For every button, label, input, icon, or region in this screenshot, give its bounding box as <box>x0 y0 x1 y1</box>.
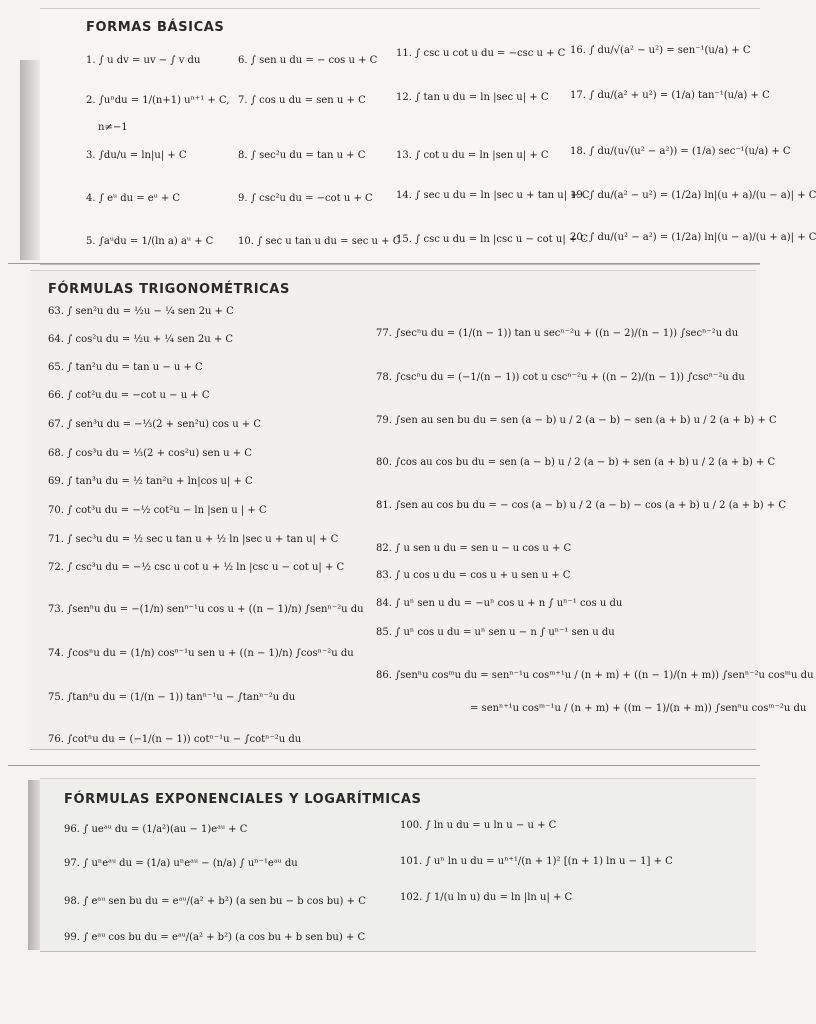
formula-64: 64. ∫ cos²u du = ½u + ¼ sen 2u + C <box>48 334 234 345</box>
formula-7: 7. ∫ cos u du = sen u + C <box>238 95 366 106</box>
formula-1: 1. ∫ u dv = uv − ∫ v du <box>86 55 201 66</box>
formula-70: 70. ∫ cot³u du = −½ cot²u − ln |sen u | + C <box>48 505 267 516</box>
formula-80: 80. ∫cos au cos bu du = sen (a − b) u / 2 (a − b) + sen (a + b) u / 2 (a + b) + C <box>376 457 776 468</box>
formula-11: 11. ∫ csc u cot u du = −csc u + C <box>396 48 566 59</box>
formula-13: 13. ∫ cot u du = ln |sen u| + C <box>396 150 549 161</box>
formula-4: 4. ∫ eᵘ du = eᵘ + C <box>86 193 181 204</box>
formula-100: 100. ∫ ln u du = u ln u − u + C <box>400 820 557 831</box>
formula-6: 6. ∫ sen u du = − cos u + C <box>238 55 378 66</box>
formula-72: 72. ∫ csc³u du = −½ csc u cot u + ½ ln |csc u − cot u| + C <box>48 562 345 573</box>
formula-3: 3. ∫du/u = ln|u| + C <box>86 150 187 161</box>
formula-74: 74. ∫cosⁿu du = (1/n) cosⁿ⁻¹u sen u + ((n − 1)/n) ∫cosⁿ⁻²u du <box>48 648 354 659</box>
formula-68: 68. ∫ cos³u du = ⅓(2 + cos²u) sen u + C <box>48 448 252 459</box>
section-title-trig: FÓRMULAS TRIGONOMÉTRICAS <box>48 282 290 297</box>
formula-12: 12. ∫ tan u du = ln |sec u| + C <box>396 92 549 103</box>
formula-102: 102. ∫ 1/(u ln u) du = ln |ln u| + C <box>400 892 573 903</box>
formula-86: 86. ∫senⁿu cosᵐu du = senⁿ⁻¹u cosᵐ⁺¹u / (n + m) + ((n − 1)/(n + m)) ∫senⁿ⁻²u cosᵐu du <box>376 670 814 681</box>
formula-10: 10. ∫ sec u tan u du = sec u + C <box>238 236 401 247</box>
formula-8: 8. ∫ sec²u du = tan u + C <box>238 150 366 161</box>
section-divider <box>8 765 760 766</box>
formula-84: 84. ∫ uⁿ sen u du = −uⁿ cos u + n ∫ uⁿ⁻¹ cos u du <box>376 598 623 609</box>
formula-79: 79. ∫sen au sen bu du = sen (a − b) u / 2 (a − b) − sen (a + b) u / 2 (a + b) + C <box>376 415 777 426</box>
formula-82: 82. ∫ u sen u du = sen u − u cos u + C <box>376 543 572 554</box>
formula-76: 76. ∫cotⁿu du = (−1/(n − 1)) cotⁿ⁻¹u − ∫cotⁿ⁻²u du <box>48 734 302 745</box>
formula-16: 16. ∫ du/√(a² − u²) = sen⁻¹(u/a) + C <box>570 45 751 56</box>
formula-14: 14. ∫ sec u du = ln |sec u + tan u| + C <box>396 190 590 201</box>
formula-78: 78. ∫cscⁿu du = (−1/(n − 1)) cot u cscⁿ⁻²u + ((n − 2)/(n − 1)) ∫cscⁿ⁻²u du <box>376 372 745 383</box>
formula-19: 19. ∫ du/(a² − u²) = (1/2a) ln|(u + a)/(u − a)| + C <box>570 190 816 201</box>
formula-20: 20. ∫ du/(u² − a²) = (1/2a) ln|(u − a)/(u + a)| + C <box>570 232 816 243</box>
formula-63: 63. ∫ sen²u du = ½u − ¼ sen 2u + C <box>48 306 234 317</box>
formula-15: 15. ∫ csc u du = ln |csc u − cot u| + C <box>396 234 589 245</box>
formula-18: 18. ∫ du/(u√(u² − a²)) = (1/a) sec⁻¹(u/a) + C <box>570 146 791 157</box>
formula-73: 73. ∫senⁿu du = −(1/n) senⁿ⁻¹u cos u + ((n − 1)/n) ∫senⁿ⁻²u du <box>48 604 364 615</box>
formula-81: 81. ∫sen au cos bu du = − cos (a − b) u / 2 (a − b) − cos (a + b) u / 2 (a + b) + C <box>376 500 786 511</box>
formula-5: 5. ∫aᵘdu = 1/(ln a) aᵘ + C <box>86 236 214 247</box>
formula-2-condition: n≠−1 <box>98 122 128 133</box>
formula-99: 99. ∫ eᵃᵘ cos bu du = eᵃᵘ/(a² + b²) (a cos bu + b sen bu) + C <box>64 932 366 943</box>
section-title-basic: FORMAS BÁSICAS <box>86 20 225 35</box>
formula-96: 96. ∫ ueᵃᵘ du = (1/a²)(au − 1)eᵃᵘ + C <box>64 824 248 835</box>
formula-17: 17. ∫ du/(a² + u²) = (1/a) tan⁻¹(u/a) + C <box>570 90 770 101</box>
section-title-exp: FÓRMULAS EXPONENCIALES Y LOGARÍTMICAS <box>64 792 422 807</box>
formula-71: 71. ∫ sec³u du = ½ sec u tan u + ½ ln |sec u + tan u| + C <box>48 534 339 545</box>
formula-101: 101. ∫ uⁿ ln u du = uⁿ⁺¹/(n + 1)² [(n + 1) ln u − 1] + C <box>400 856 673 867</box>
formula-65: 65. ∫ tan²u du = tan u − u + C <box>48 362 203 373</box>
formula-75: 75. ∫tanⁿu du = (1/(n − 1)) tanⁿ⁻¹u − ∫tanⁿ⁻²u du <box>48 692 296 703</box>
formula-86-alt: = senⁿ⁺¹u cosᵐ⁻¹u / (n + m) + ((m − 1)/(n + m)) ∫senⁿu cosᵐ⁻²u du <box>470 703 807 714</box>
formula-66: 66. ∫ cot²u du = −cot u − u + C <box>48 390 210 401</box>
formula-97: 97. ∫ uⁿeᵃᵘ du = (1/a) uⁿeᵃᵘ − (n/a) ∫ uⁿ⁻¹eᵃᵘ du <box>64 858 298 869</box>
section-divider <box>8 263 760 264</box>
formula-83: 83. ∫ u cos u du = cos u + u sen u + C <box>376 570 571 581</box>
formula-98: 98. ∫ eᵃᵘ sen bu du = eᵃᵘ/(a² + b²) (a sen bu − b cos bu) + C <box>64 896 366 907</box>
formula-2: 2. ∫uⁿdu = 1/(n+1) uⁿ⁺¹ + C, <box>86 95 230 106</box>
formula-77: 77. ∫secⁿu du = (1/(n − 1)) tan u secⁿ⁻²u + ((n − 2)/(n − 1)) ∫secⁿ⁻²u du <box>376 328 739 339</box>
formula-9: 9. ∫ csc²u du = −cot u + C <box>238 193 373 204</box>
formula-85: 85. ∫ uⁿ cos u du = uⁿ sen u − n ∫ uⁿ⁻¹ sen u du <box>376 627 615 638</box>
formula-69: 69. ∫ tan³u du = ½ tan²u + ln|cos u| + C <box>48 476 253 487</box>
formula-67: 67. ∫ sen³u du = −⅓(2 + sen²u) cos u + C <box>48 419 262 430</box>
